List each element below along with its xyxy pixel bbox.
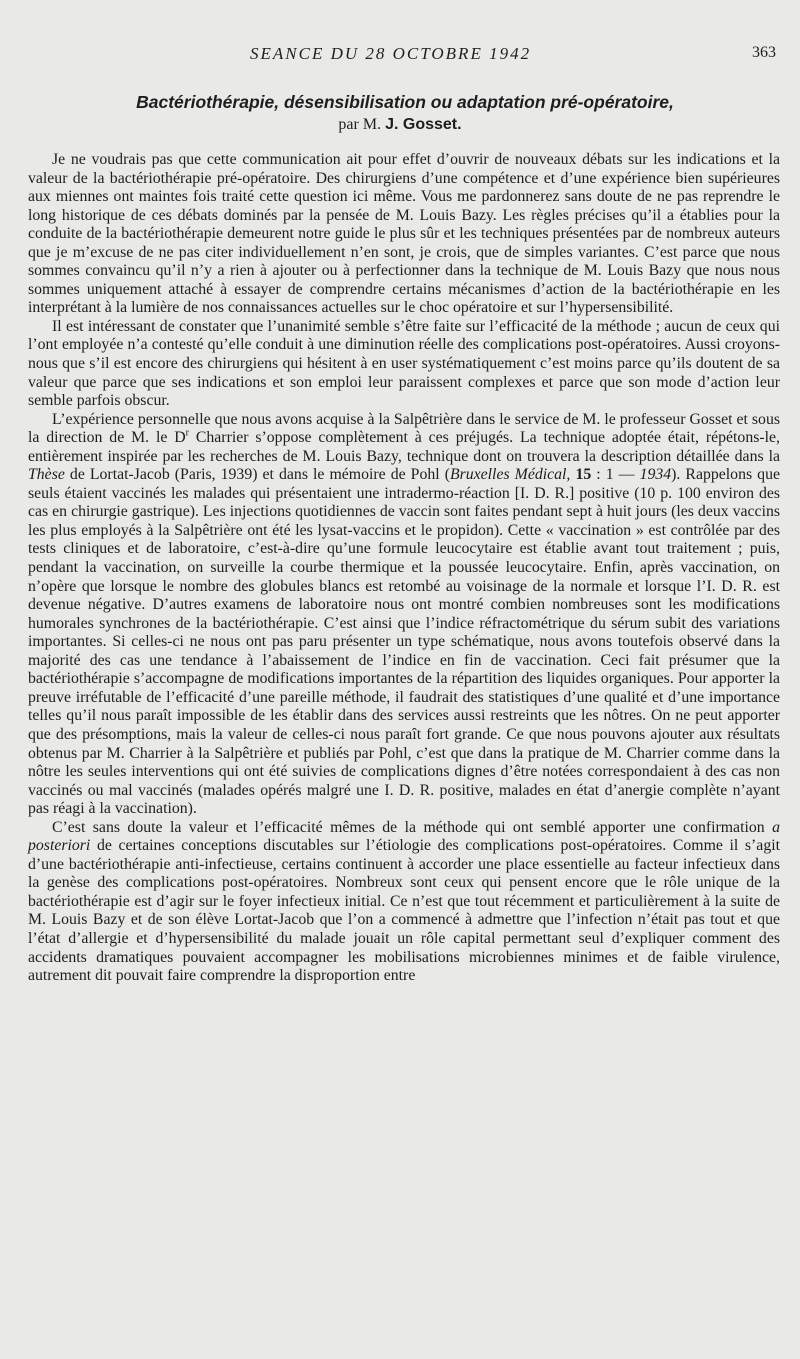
paragraph-4-text-a: C’est sans doute la valeur et l’efficacité mêmes de la méthode qui ont semblé apporter une confirmation: [52, 818, 773, 836]
byline-prefix: par: [338, 116, 359, 133]
paragraph-4-text-b: de certaines conceptions discutables sur l’étiologie des complications post-opératoires. Comme il s’agit d’une bactériothérapie anti-infectieuse, certains continuent à accorder une place essentielle au facteur infectieux dans la genèse des complications post-opératoires. Nombreux sont ceux qui pensent encore que le rôle unique de la bactériothérapie est d’agir sur le foyer infectieux initial. Ce n’est que tout récemment et particulièrement à la suite de M. Louis Bazy et de son élève Lortat-Jacob que l’on a commencé à admettre que l’infection n’était pas tout et que l’état d’allergie et d’hypersensibilité du malade jouait un rôle capital permettant seul d’expliquer comment des accidents dramatiques pouvaient accompagner les mobilisations microbiennes minimes et de faible virulence, autrement dit pouvait faire comprendre la disproportion entre: [28, 837, 780, 985]
doctor-abbrev-superscript: r: [185, 427, 189, 439]
page-number: 363: [752, 44, 776, 61]
journal-name: Bruxelles Médical,: [449, 466, 571, 484]
paragraph-3-text-e: ). Rappelons que seuls étaient vaccinés les malades qui présentaient une intradermo-réaction [I. D. R.] positive (10 p. 100 environ des cas en chirurgie gastrique). Les injections quotidiennes de vaccin sont faites pendant sept à huit jours (les deux vaccins les plus employés à la Salpêtrière ont été les lysat-vaccins et le propidon). Cette « vaccination » est contrôlée par des tests cliniques et de laboratoire, c’est-à-dire qu’une formule leucocytaire est établie avant tout traitement ; puis, pendant la vaccination, on surveille la courbe thermique et la poussée leucocytaire. Enfin, après vaccination, on n’opère que lorsque le nombre des globules blancs est retombé au voisinage de la normale et lorsque l’I. D. R. est devenue négative. D’autres examens de laboratoire nous ont montré combien nombreuses sont les modifications humorales synchrones de la bactériothérapie. C’est ainsi que l’indice réfractométrique du sérum subit des variations importantes. Si celles-ci ne nous ont pas paru présenter un type schématique, nous avons toutefois observé dans la majorité des cas une tendance à l’abaissement de l’indice en fin de vaccination. Ceci fait présumer que la bactériothérapie s’accompagne de modifications importantes de la répartition des liquides organiques. Pour apporter la preuve irréfutable de l’efficacité d’une pareille méthode, il faudrait des statistiques d’une qualité et d’une importance telles qu’il nous paraît impossible de les établir dans des services aussi restreints que les nôtres. On ne peut apporter que des présomptions, mais la valeur de celles-ci nous paraît fort grande. Ce que nous pouvons ajouter aux résultats obtenus par M. Charrier à la Salpêtrière et publiés par Pohl, c’est que dans la pratique de M. Charrier comme dans la nôtre les seules interventions qui ont été suivies de complications dignes d’être notées correspondaient à des cas non vaccinés ou mal vaccinés (malades opérés malgré une I. D. R. positive, malades en état d’anergie complète n’ayant pas réagi à la vaccination).: [28, 466, 780, 818]
paragraph-2: Il est intéressant de constater que l’unanimité semble s’être faite sur l’efficacité de la méthode ; aucun de ceux qui l’ont employée n’a contesté qu’elle conduit à une diminution réelle des complications post-opératoires. Aussi croyons-nous que s’il est encore des chirurgiens qui hésitent à en user systématiquement c’est moins parce qu’ils doutent de sa valeur que parce que ses indications et son emploi leur paraissent complexes et parce que son mode d’action leur semble parfois obscur.: [28, 317, 780, 410]
paragraph-3: [28, 411, 780, 819]
a-posteriori-italic: a posteriori: [28, 818, 780, 855]
article-body: [28, 151, 780, 986]
paragraph-3-text-d: : 1 —: [591, 466, 640, 484]
these-italic: Thèse: [28, 466, 65, 484]
paragraph-1: Je ne voudrais pas que cette communication ait pour effet d’ouvrir de nouveaux débats sur les indications et la valeur de la bactériothérapie pré-opératoire. Des chirurgiens d’une compétence et d’une expérience bien supérieures aux miennes ont maintes fois traité cette question ici même. Vous me pardonnerez sans doute de ne pas reprendre le long historique de ces débats dominés par la pensée de M. Louis Bazy. Les règles précises qu’il a établies pour la conduite de la bactériothérapie demeurent notre guide le plus sûr et les techniques présentées par de nombreux auteurs que je m’excuse de ne pas citer individuellement n’en sont, je crois, que de simples variantes. C’est parce que nous sommes convaincu qu’il n’y a rien à ajouter ou à perfectionner dans la technique de M. Louis Bazy que nous nous sommes uniquement attaché à essayer de comprendre certains mécanismes d’action de la bactériothérapie en les interprétant à la lumière de nos connaissances actuelles sur le choc opératoire et sur l’hypersensibilité.: [28, 151, 780, 317]
author-initial: M.: [362, 116, 382, 133]
journal-year: 1934: [639, 466, 672, 484]
paragraph-3-text-a: L’expérience personnelle que nous avons acquise à la Salpêtrière dans le service de M. le professeur Gosset et sous la direction de M. le D: [28, 410, 780, 447]
paragraph-3-text-b: Charrier s’oppose complètement à ces préjugés. La technique adoptée était, répétons-le, entièrement inspirée par les recherches de M. Louis Bazy, technique dont on trouvera la description détaillée dans la: [28, 429, 780, 465]
author-name: J. Gosset.: [385, 116, 462, 133]
running-title: SEANCE DU 28 OCTOBRE 1942: [250, 44, 532, 63]
article-title: Bactériothérapie, désensibilisation ou adaptation pré-opératoire,: [136, 92, 674, 112]
journal-volume: 15: [575, 466, 592, 484]
paragraph-4: [28, 819, 780, 986]
running-head: [0, 44, 800, 68]
byline: [0, 116, 800, 134]
paragraph-3-text-c: de Lortat-Jacob (Paris, 1939) et dans le mémoire de Pohl (: [64, 466, 450, 484]
